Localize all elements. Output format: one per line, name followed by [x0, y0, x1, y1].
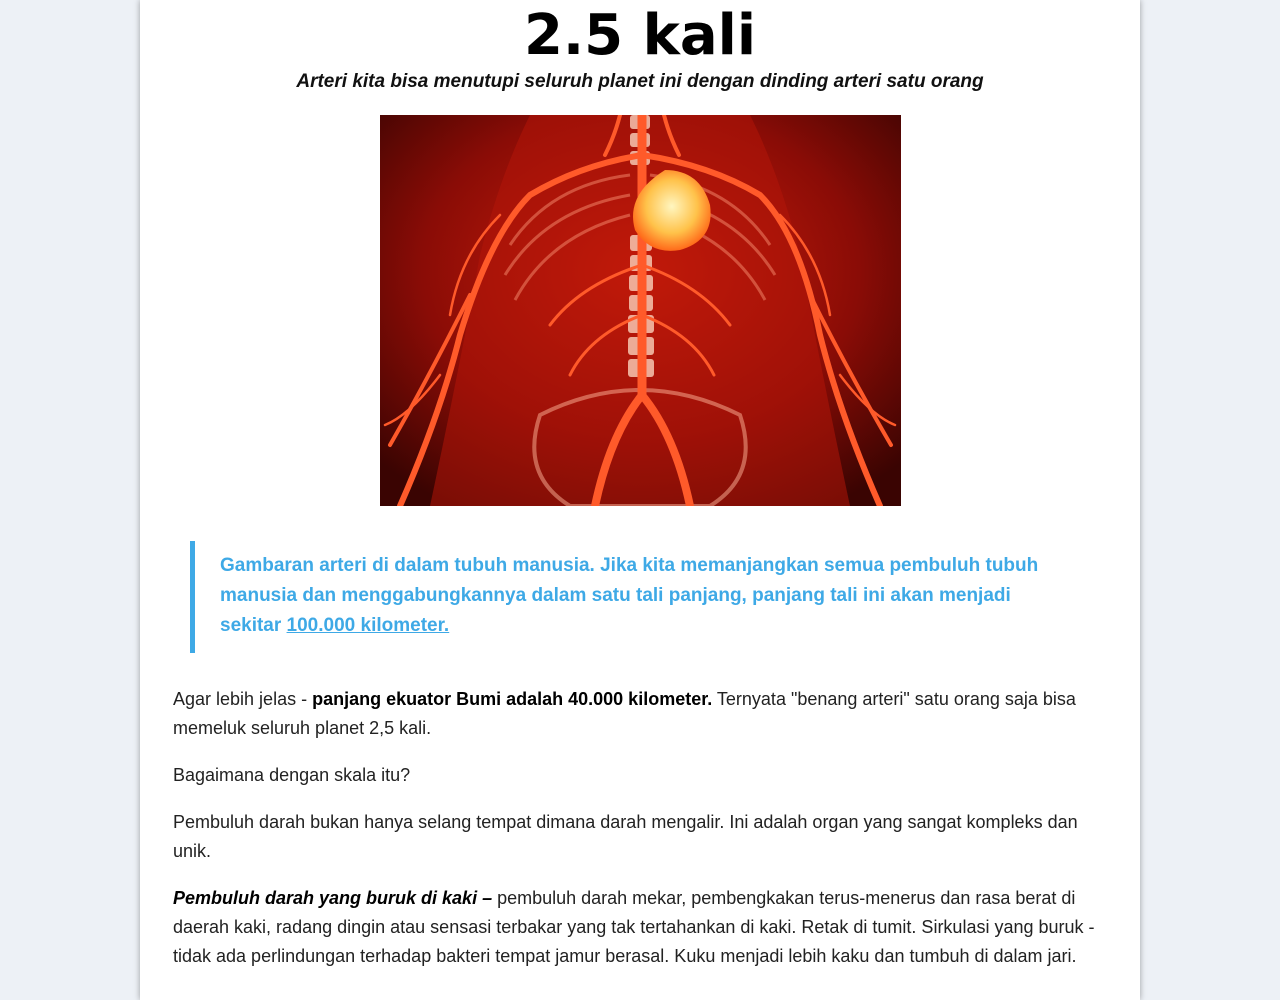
caption-quote	[190, 541, 1060, 653]
paragraph-vessel-organ: Pembuluh darah bukan hanya selang tempat dimana darah mengalir. Ini adalah organ yang sangat kompleks dan unik.	[173, 812, 1078, 861]
hero-image	[380, 115, 901, 506]
paragraph-leg-vessels	[173, 884, 1108, 971]
paragraph-text: Ternyata "benang arteri" satu orang saja bisa memeluk seluruh planet 2,5 kali.	[173, 689, 1076, 738]
circulatory-system-illustration-icon	[380, 115, 901, 506]
article-body	[173, 685, 1108, 989]
paragraph-lead: Pembuluh darah yang buruk di kaki –	[173, 888, 493, 908]
headline: 2.5 kali	[523, 3, 757, 68]
paragraph-text: pembuluh darah mekar, pembengkakan terus-menerus dan rasa berat di daerah kaki, radang dingin atau sensasi terbakar yang tak tertahankan di kaki. Retak di tumit. Sirkulasi yang buruk - tidak ada perlindungan terhadap bakteri tempat jamur berasal. Kuku menjadi lebih kaku dan tumbuh di dalam jari.	[173, 888, 1095, 966]
paragraph-equator	[173, 685, 1108, 743]
distance-link[interactable]: 100.000 kilometer.	[286, 615, 450, 636]
paragraph-bold-text: panjang ekuator Bumi adalah 40.000 kilometer.	[312, 689, 713, 709]
subtitle: Arteri kita bisa menutupi seluruh planet ini dengan dinding arteri satu orang	[296, 71, 984, 92]
caption-text: Gambaran arteri di dalam tubuh manusia. Jika kita memanjangkan semua pembuluh tubuh manusia dan menggabungkannya dalam satu tali panjang, panjang tali ini akan menjadi sekitar	[220, 555, 1039, 636]
paragraph-text: Agar lebih jelas -	[173, 689, 313, 709]
paragraph-question: Bagaimana dengan skala itu?	[173, 765, 411, 785]
article-page	[140, 0, 1140, 1000]
